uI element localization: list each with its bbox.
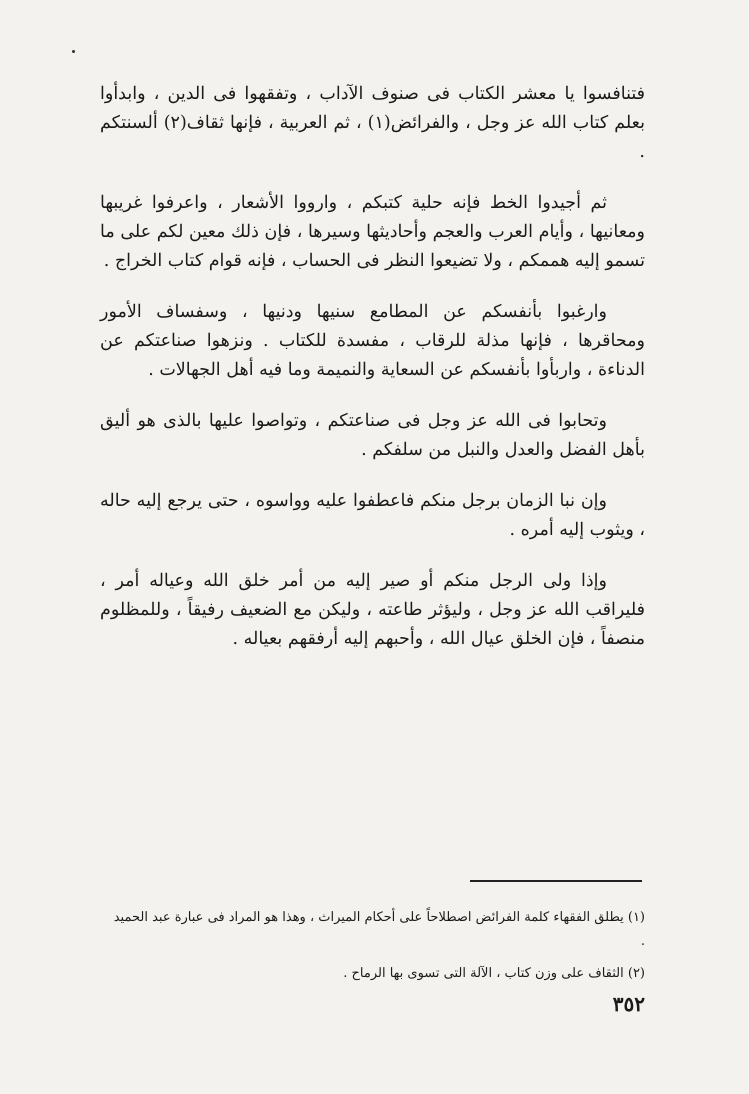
footnote-1: (١) يطلق الفقهاء كلمة الفرائض اصطلاحاً على أحكام الميراث ، وهذا هو المراد فى عبارة عبد الحميد . — [113, 910, 645, 949]
ink-dot — [72, 50, 75, 53]
main-text — [100, 80, 645, 676]
footnote-2: (٢) الثقاف على وزن كتاب ، الآلة التى تسوى بها الرماح . — [343, 966, 645, 981]
paragraph-5: وإن نبا الزمان برجل منكم فاعطفوا عليه وواسوه ، حتى يرجع إليه حاله ، ويثوب إليه أمره . — [100, 491, 645, 540]
footnote-divider — [470, 880, 642, 882]
paragraph-1: فتنافسوا يا معشر الكتاب فى صنوف الآداب ، وتفقهوا فى الدين ، وابدأوا بعلم كتاب الله عز وجل ، والفرائض(١) ، ثم العربية ، فإنها ثقاف(٢) ألسنتكم . — [100, 84, 645, 162]
paragraph-2: ثم أجيدوا الخط فإنه حلية كتبكم ، وارووا الأشعار ، واعرفوا غريبها ومعانيها ، وأيام العرب والعجم وأحاديثها وسيرها ، فإن ذلك معين لكم على ما تسمو إليه هممكم ، ولا تضيعوا النظر فى الحساب ، فإنه قوام كتاب الخراج . — [100, 193, 645, 271]
paragraph-4: وتحابوا فى الله عز وجل فى صناعتكم ، وتواصوا عليها بالذى هو أليق بأهل الفضل والعدل والنبل من سلفكم . — [100, 411, 645, 460]
footnotes — [108, 906, 645, 994]
paragraph-6: وإذا ولى الرجل منكم أو صير إليه من أمر خلق الله وعياله أمر ، فليراقب الله عز وجل ، وليؤثر طاعته ، وليكن مع الضعيف رفيقاً ، وللمظلوم منصفاً ، فإن الخلق عيال الله ، وأحبهم إليه أرفقهم بعياله . — [100, 571, 645, 649]
paragraph-3: وارغبوا بأنفسكم عن المطامع سنيها ودنيها ، وسفساف الأمور ومحاقرها ، فإنها مذلة للرقاب ، مفسدة للكتاب . ونزهوا صناعتكم عن الدناءة ، واربأوا بأنفسكم عن السعاية والنميمة وما فيه أهل الجهالات . — [100, 302, 645, 380]
page-number: ٣٥٢ — [612, 992, 645, 1016]
